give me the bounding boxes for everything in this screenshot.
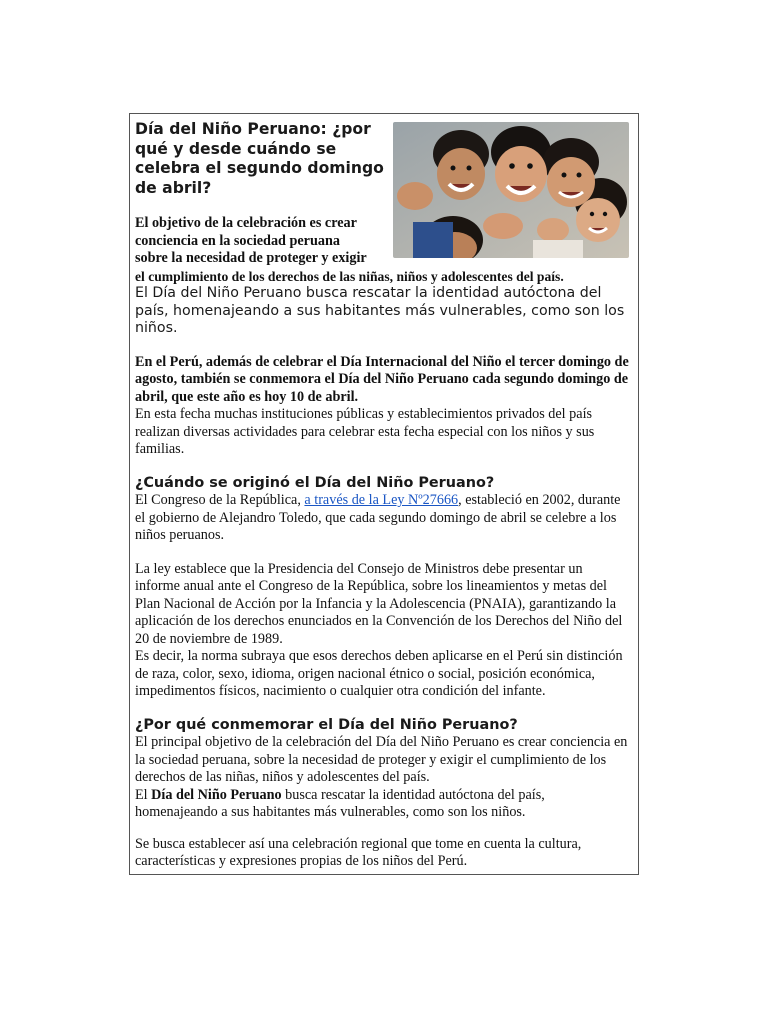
origin-text-post: , estableció en 2002, durante el gobierno de Alejandro Toledo, que cada segundo domingo de abril se celebre a los niños peruanos. xyxy=(135,492,621,543)
origin-text-pre: El Congreso de la República, xyxy=(135,492,305,508)
intro-paragraph: El Día del Niño Peruano busca rescatar la identidad autóctona del país, homenajeando a sus habitantes más vulnerables, como son los niños. xyxy=(135,285,625,336)
intro-line-2: conciencia en la sociedad peruana xyxy=(135,232,340,249)
law-link[interactable]: a través de la Ley Nº27666 xyxy=(304,492,459,508)
peru-bold-paragraph: En el Perú, además de celebrar el Día Internacional del Niño el tercer domingo de agosto, también se conmemora el Día del Niño Peruano cada segundo domingo de abril, que este año es hoy 10 de abril. xyxy=(135,353,629,405)
why-paragraph-1: El principal objetivo de la celebración del Día del Niño Peruano es crear conciencia en la sociedad peruana, sobre la necesidad de proteger y exigir el cumplimiento de los derechos de las niñas, niños y adolescentes del país. xyxy=(135,734,628,785)
intro-line-1: El objetivo de la celebración es crear xyxy=(135,215,357,231)
why-text-bold: Día del Niño Peruano xyxy=(151,786,282,803)
intro-line-3: sobre la necesidad de proteger y exigir xyxy=(135,250,367,266)
page-title: Día del Niño Peruano: ¿por qué y desde cuándo se celebra el segundo domingo de abril? xyxy=(135,120,384,197)
why-text-pre: El xyxy=(135,786,152,803)
closing-paragraph: Se busca establecer así una celebración regional que tome en cuenta la cultura, características y expresiones propias de los niños del Perú. xyxy=(135,835,582,869)
document-page xyxy=(129,113,639,875)
peru-paragraph: En esta fecha muchas instituciones públicas y establecimientos privados del país realizan diversas actividades para celebrar esta fecha especial con los niños y sus familias. xyxy=(135,406,595,457)
why-heading: ¿Por qué conmemorar el Día del Niño Peruano? xyxy=(135,716,518,733)
why-paragraph-2 xyxy=(135,787,630,822)
law-paragraph-1: La ley establece que la Presidencia del Consejo de Ministros debe presentar un informe anual ante el Congreso de la República, sobre los lineamientos y metas del Plan Nacional de Acción por la Infancia y la Adolescencia (PNAIA), garantizando la aplicación de los derechos enunciados en la Convención de los Derechos del Niño del 20 de noviembre de 1989. xyxy=(135,560,623,647)
law-paragraph-2: Es decir, la norma subraya que esos derechos deben aplicarse en el Perú sin distinción de raza, color, sexo, idioma, origen nacional étnico o social, posición económica, impedimentos físicos, nacimiento o cualquier otra condición del infante. xyxy=(135,648,623,699)
origin-paragraph xyxy=(135,492,630,545)
intro-line-4: el cumplimiento de los derechos de las niñas, niños y adolescentes del país. xyxy=(135,268,564,284)
children-photo-icon xyxy=(393,122,629,258)
why-text-post: busca rescatar la identidad autóctona del país, homenajeando a sus habitantes más vulnerables, como son los niños. xyxy=(135,786,545,820)
origin-heading: ¿Cuándo se originó el Día del Niño Peruano? xyxy=(135,474,495,491)
